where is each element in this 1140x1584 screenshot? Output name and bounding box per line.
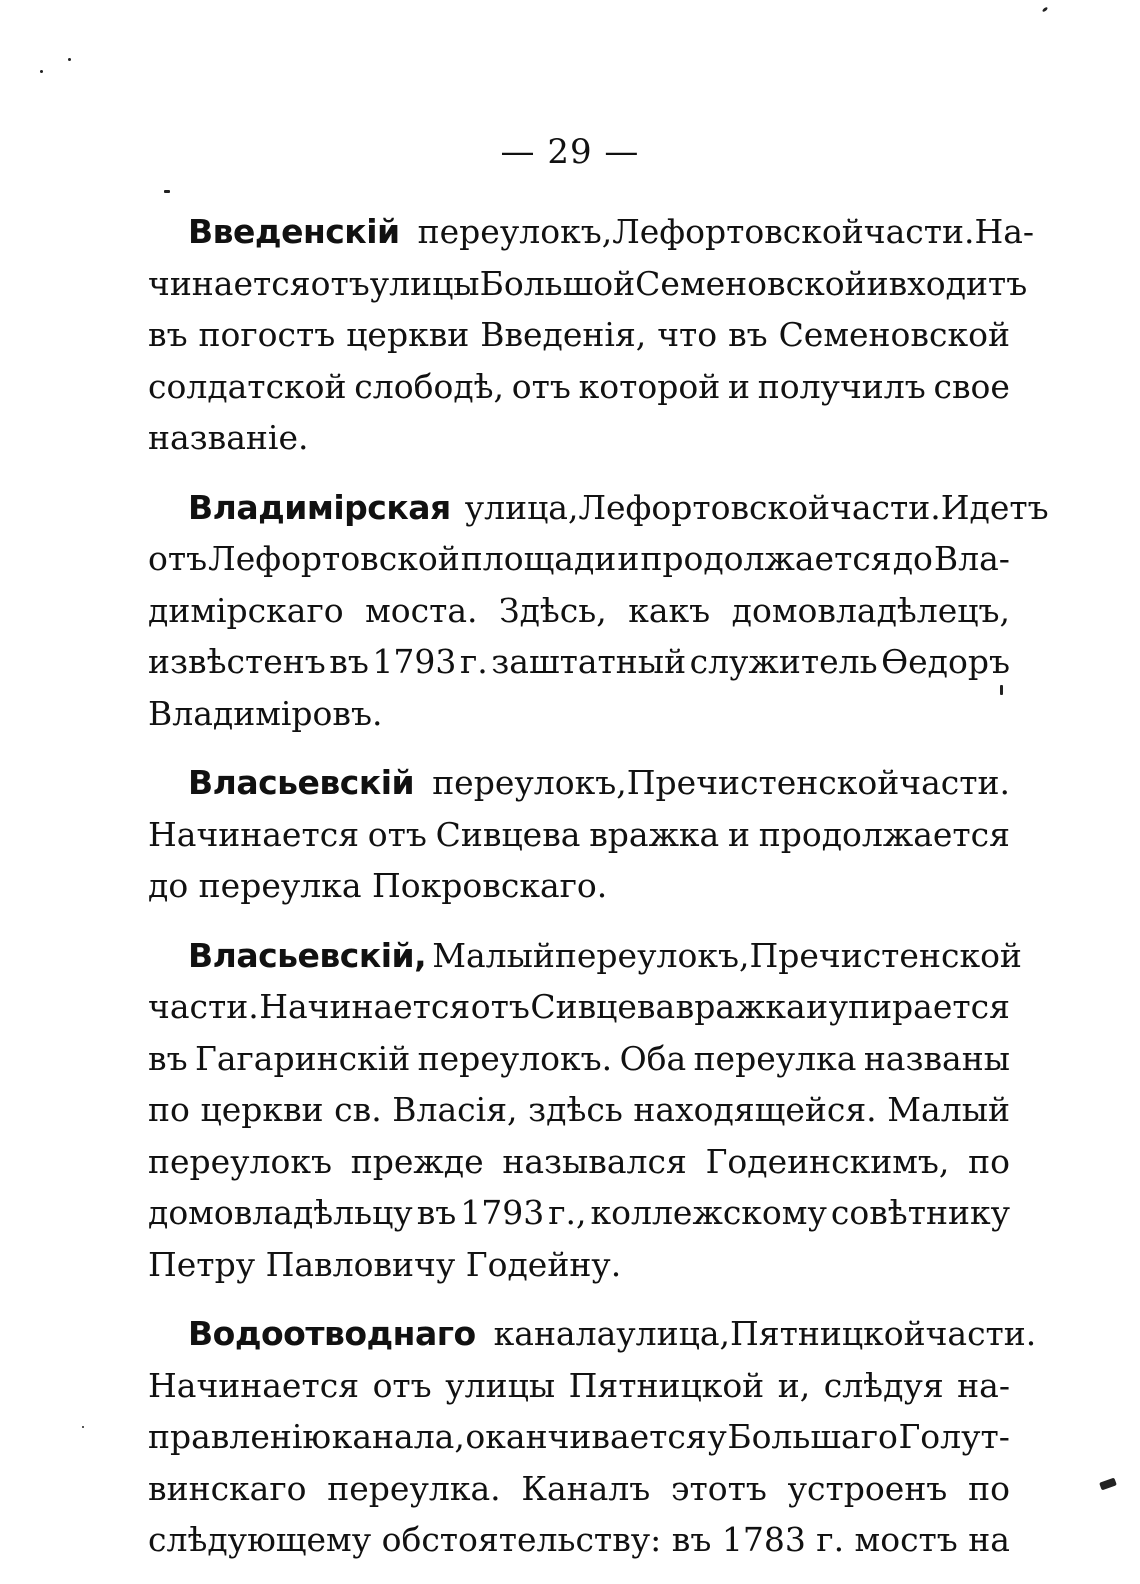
scan-speck xyxy=(82,1426,84,1428)
word: Большаго xyxy=(727,1417,898,1456)
word: улицы xyxy=(445,1365,556,1405)
word: домовладѣльцу xyxy=(148,1193,413,1232)
word: г. xyxy=(816,1520,845,1559)
word: канала, xyxy=(331,1417,465,1456)
word: отъ xyxy=(148,539,208,578)
word: по xyxy=(968,1141,1010,1181)
word: коллежскому xyxy=(590,1193,827,1232)
word: служитель xyxy=(689,642,878,681)
word: Ѳедоръ xyxy=(881,642,1010,681)
text-line xyxy=(148,981,1010,1033)
text-line xyxy=(148,1033,1010,1085)
word: улицы xyxy=(369,263,480,303)
word: въ xyxy=(148,315,188,354)
text-line: названіе. xyxy=(148,418,309,457)
text-line: Владиміровъ. xyxy=(148,693,383,733)
entry-vlasyevsky-maly xyxy=(148,930,1022,1291)
text-fragment xyxy=(494,1308,1037,1360)
word: Здѣсь, xyxy=(499,590,607,630)
word: солдатской xyxy=(148,366,347,406)
word: и xyxy=(727,366,750,406)
word: на xyxy=(968,1520,1010,1559)
word: получилъ xyxy=(757,366,926,406)
word: Начинается xyxy=(148,1365,360,1405)
word: что xyxy=(657,315,718,354)
word: отъ xyxy=(310,263,370,303)
entry-vladimirskaya xyxy=(148,482,1049,740)
word: моста. xyxy=(365,590,478,630)
word: винскаго xyxy=(148,1468,307,1508)
word: Начинается xyxy=(259,987,471,1026)
word: Каналъ xyxy=(521,1468,651,1508)
word: мостъ xyxy=(854,1520,958,1559)
word: въ xyxy=(148,1038,188,1078)
word: находящейся. xyxy=(633,1090,877,1129)
word: въ xyxy=(329,642,369,681)
word: части. xyxy=(899,763,1010,802)
word: заштатный xyxy=(491,642,687,681)
text-line xyxy=(148,1411,1010,1463)
word: Лефортовской xyxy=(612,212,864,251)
text-line xyxy=(148,930,1022,982)
word: и xyxy=(806,987,829,1026)
word: правленію xyxy=(148,1417,332,1456)
entry-heading: Власьевскій, xyxy=(188,935,427,975)
word: по xyxy=(148,1090,190,1129)
word: этотъ xyxy=(671,1468,767,1508)
word: и xyxy=(617,539,640,578)
text-line xyxy=(148,1308,1037,1360)
word: переулка. xyxy=(327,1468,501,1508)
word: на- xyxy=(957,1365,1010,1405)
word: Семеновской xyxy=(778,315,1010,354)
word: Пречистенской xyxy=(749,935,1022,975)
word: погостъ xyxy=(198,315,336,354)
scan-speck xyxy=(68,58,71,61)
word: переулокъ, xyxy=(432,763,627,802)
scan-speck xyxy=(40,70,43,73)
text-fragment xyxy=(432,757,1010,809)
word: Семеновской xyxy=(635,263,867,303)
word: въ xyxy=(416,1193,457,1232)
word: чинается xyxy=(148,263,311,303)
entry-vodootvodnago xyxy=(148,1308,1037,1566)
word: и, xyxy=(777,1365,811,1405)
word: обстоятельству: xyxy=(381,1520,662,1559)
word: части. xyxy=(863,212,975,251)
word: входитъ xyxy=(888,263,1028,303)
word: Введенія, xyxy=(480,315,647,354)
entry-heading: Власьевскій xyxy=(188,763,415,802)
word: Большой xyxy=(479,263,636,303)
word: Пятницкой xyxy=(568,1365,765,1405)
word: переулокъ xyxy=(148,1141,333,1181)
word: вражка xyxy=(675,987,806,1026)
word: канала xyxy=(493,1314,617,1353)
text-line xyxy=(148,636,1010,688)
word: названы xyxy=(863,1038,1010,1078)
scan-speck xyxy=(1000,685,1003,695)
word: димірскаго xyxy=(148,590,344,630)
word: слѣдуя xyxy=(823,1365,944,1405)
word: какъ xyxy=(628,590,711,630)
word: оканчивается xyxy=(465,1417,707,1456)
word: На- xyxy=(974,212,1035,251)
word: Власія, xyxy=(392,1090,518,1129)
word: продолжается xyxy=(758,814,1010,854)
text-line xyxy=(148,206,1035,258)
word: переулка xyxy=(693,1038,857,1078)
word: 1783 xyxy=(721,1520,806,1559)
word: домовладѣлецъ, xyxy=(731,590,1010,630)
word: Гагаринскій xyxy=(194,1038,411,1078)
word: совѣтнику xyxy=(830,1193,1010,1232)
text-fragment xyxy=(418,206,1034,258)
word: Начинается xyxy=(148,814,360,854)
word: до xyxy=(892,539,933,578)
word: Сивцева xyxy=(530,987,676,1026)
scan-speck xyxy=(1042,6,1049,12)
word: отъ xyxy=(372,1365,432,1405)
word: части. xyxy=(925,1314,1037,1353)
word: прежде xyxy=(350,1141,484,1181)
text-line: Петру Павловичу Годейну. xyxy=(148,1244,622,1284)
entry-heading: Владимірская xyxy=(188,487,451,527)
word: Лефортовской xyxy=(208,539,460,578)
word: отъ xyxy=(367,814,427,854)
word: Малый xyxy=(887,1090,1010,1129)
word: у xyxy=(707,1417,727,1456)
word: Годеинскимъ, xyxy=(705,1141,950,1181)
word: въ xyxy=(671,1520,712,1559)
text-line xyxy=(148,1360,1010,1412)
word: улица, xyxy=(616,1314,731,1353)
text-line xyxy=(148,1136,1010,1188)
word: которой xyxy=(578,366,721,406)
word: слободѣ, xyxy=(354,366,505,406)
word: улица, xyxy=(464,487,579,527)
word: продолжается xyxy=(640,539,892,578)
word: церкви xyxy=(200,1090,324,1129)
word: Пречистенской xyxy=(626,763,900,802)
text-line xyxy=(148,482,1049,534)
text-line xyxy=(148,1187,1010,1239)
text-line xyxy=(148,809,1010,861)
word: извѣстенъ xyxy=(148,642,326,681)
entry-heading: Введенскій xyxy=(188,212,400,251)
word: въ xyxy=(728,315,768,354)
word: по xyxy=(968,1468,1010,1508)
word: Малый xyxy=(432,935,555,975)
word: упирается xyxy=(828,987,1010,1026)
word: Пятницкой xyxy=(730,1314,926,1353)
word: свое xyxy=(933,366,1010,406)
word: 1793 xyxy=(372,642,457,681)
word: переулокъ, xyxy=(554,935,750,975)
entry-vvedensky xyxy=(148,206,1035,464)
text-line xyxy=(148,258,1028,310)
word: св. xyxy=(334,1090,382,1129)
word: отъ xyxy=(511,366,571,406)
page-body xyxy=(148,206,1049,1584)
word: г. xyxy=(459,642,488,681)
text-fragment xyxy=(465,482,1049,534)
word: устроенъ xyxy=(787,1468,948,1508)
text-line xyxy=(148,1084,1010,1136)
text-fragment xyxy=(432,930,1022,982)
word: здѣсь xyxy=(528,1090,623,1129)
word: части. xyxy=(830,487,941,527)
word: переулокъ, xyxy=(417,212,613,251)
entry-heading: Водоотводнаго xyxy=(188,1314,476,1353)
word: Идетъ xyxy=(940,487,1049,527)
word: Оба xyxy=(619,1038,687,1078)
word: Лефортовской xyxy=(578,487,831,527)
word: Сивцева xyxy=(435,814,581,854)
text-line xyxy=(148,757,1010,809)
word: и xyxy=(866,263,889,303)
word: церкви xyxy=(346,315,470,354)
word: части. xyxy=(148,987,259,1026)
word: слѣдующему xyxy=(148,1520,372,1559)
word: переулокъ. xyxy=(417,1038,613,1078)
text-line xyxy=(148,585,1010,637)
text-line xyxy=(148,309,1010,361)
text-line: до переулка Покровскаго. xyxy=(148,866,608,905)
word: г., xyxy=(548,1193,587,1232)
word: площади xyxy=(460,539,617,578)
page-number: — 29 — xyxy=(500,132,640,172)
entry-vlasyevsky xyxy=(148,757,1010,912)
word: назывался xyxy=(502,1141,687,1181)
word: отъ xyxy=(470,987,530,1026)
text-line xyxy=(148,361,1010,413)
word: и xyxy=(727,814,750,854)
word: вражка xyxy=(589,814,720,854)
word: 1793 xyxy=(460,1193,545,1232)
scan-speck xyxy=(164,190,170,193)
text-line xyxy=(148,1463,1010,1515)
text-line xyxy=(148,1514,1010,1566)
word: Голут- xyxy=(898,1417,1010,1456)
scan-speck xyxy=(1099,1478,1117,1491)
text-line xyxy=(148,533,1010,585)
word: Вла- xyxy=(933,539,1010,578)
